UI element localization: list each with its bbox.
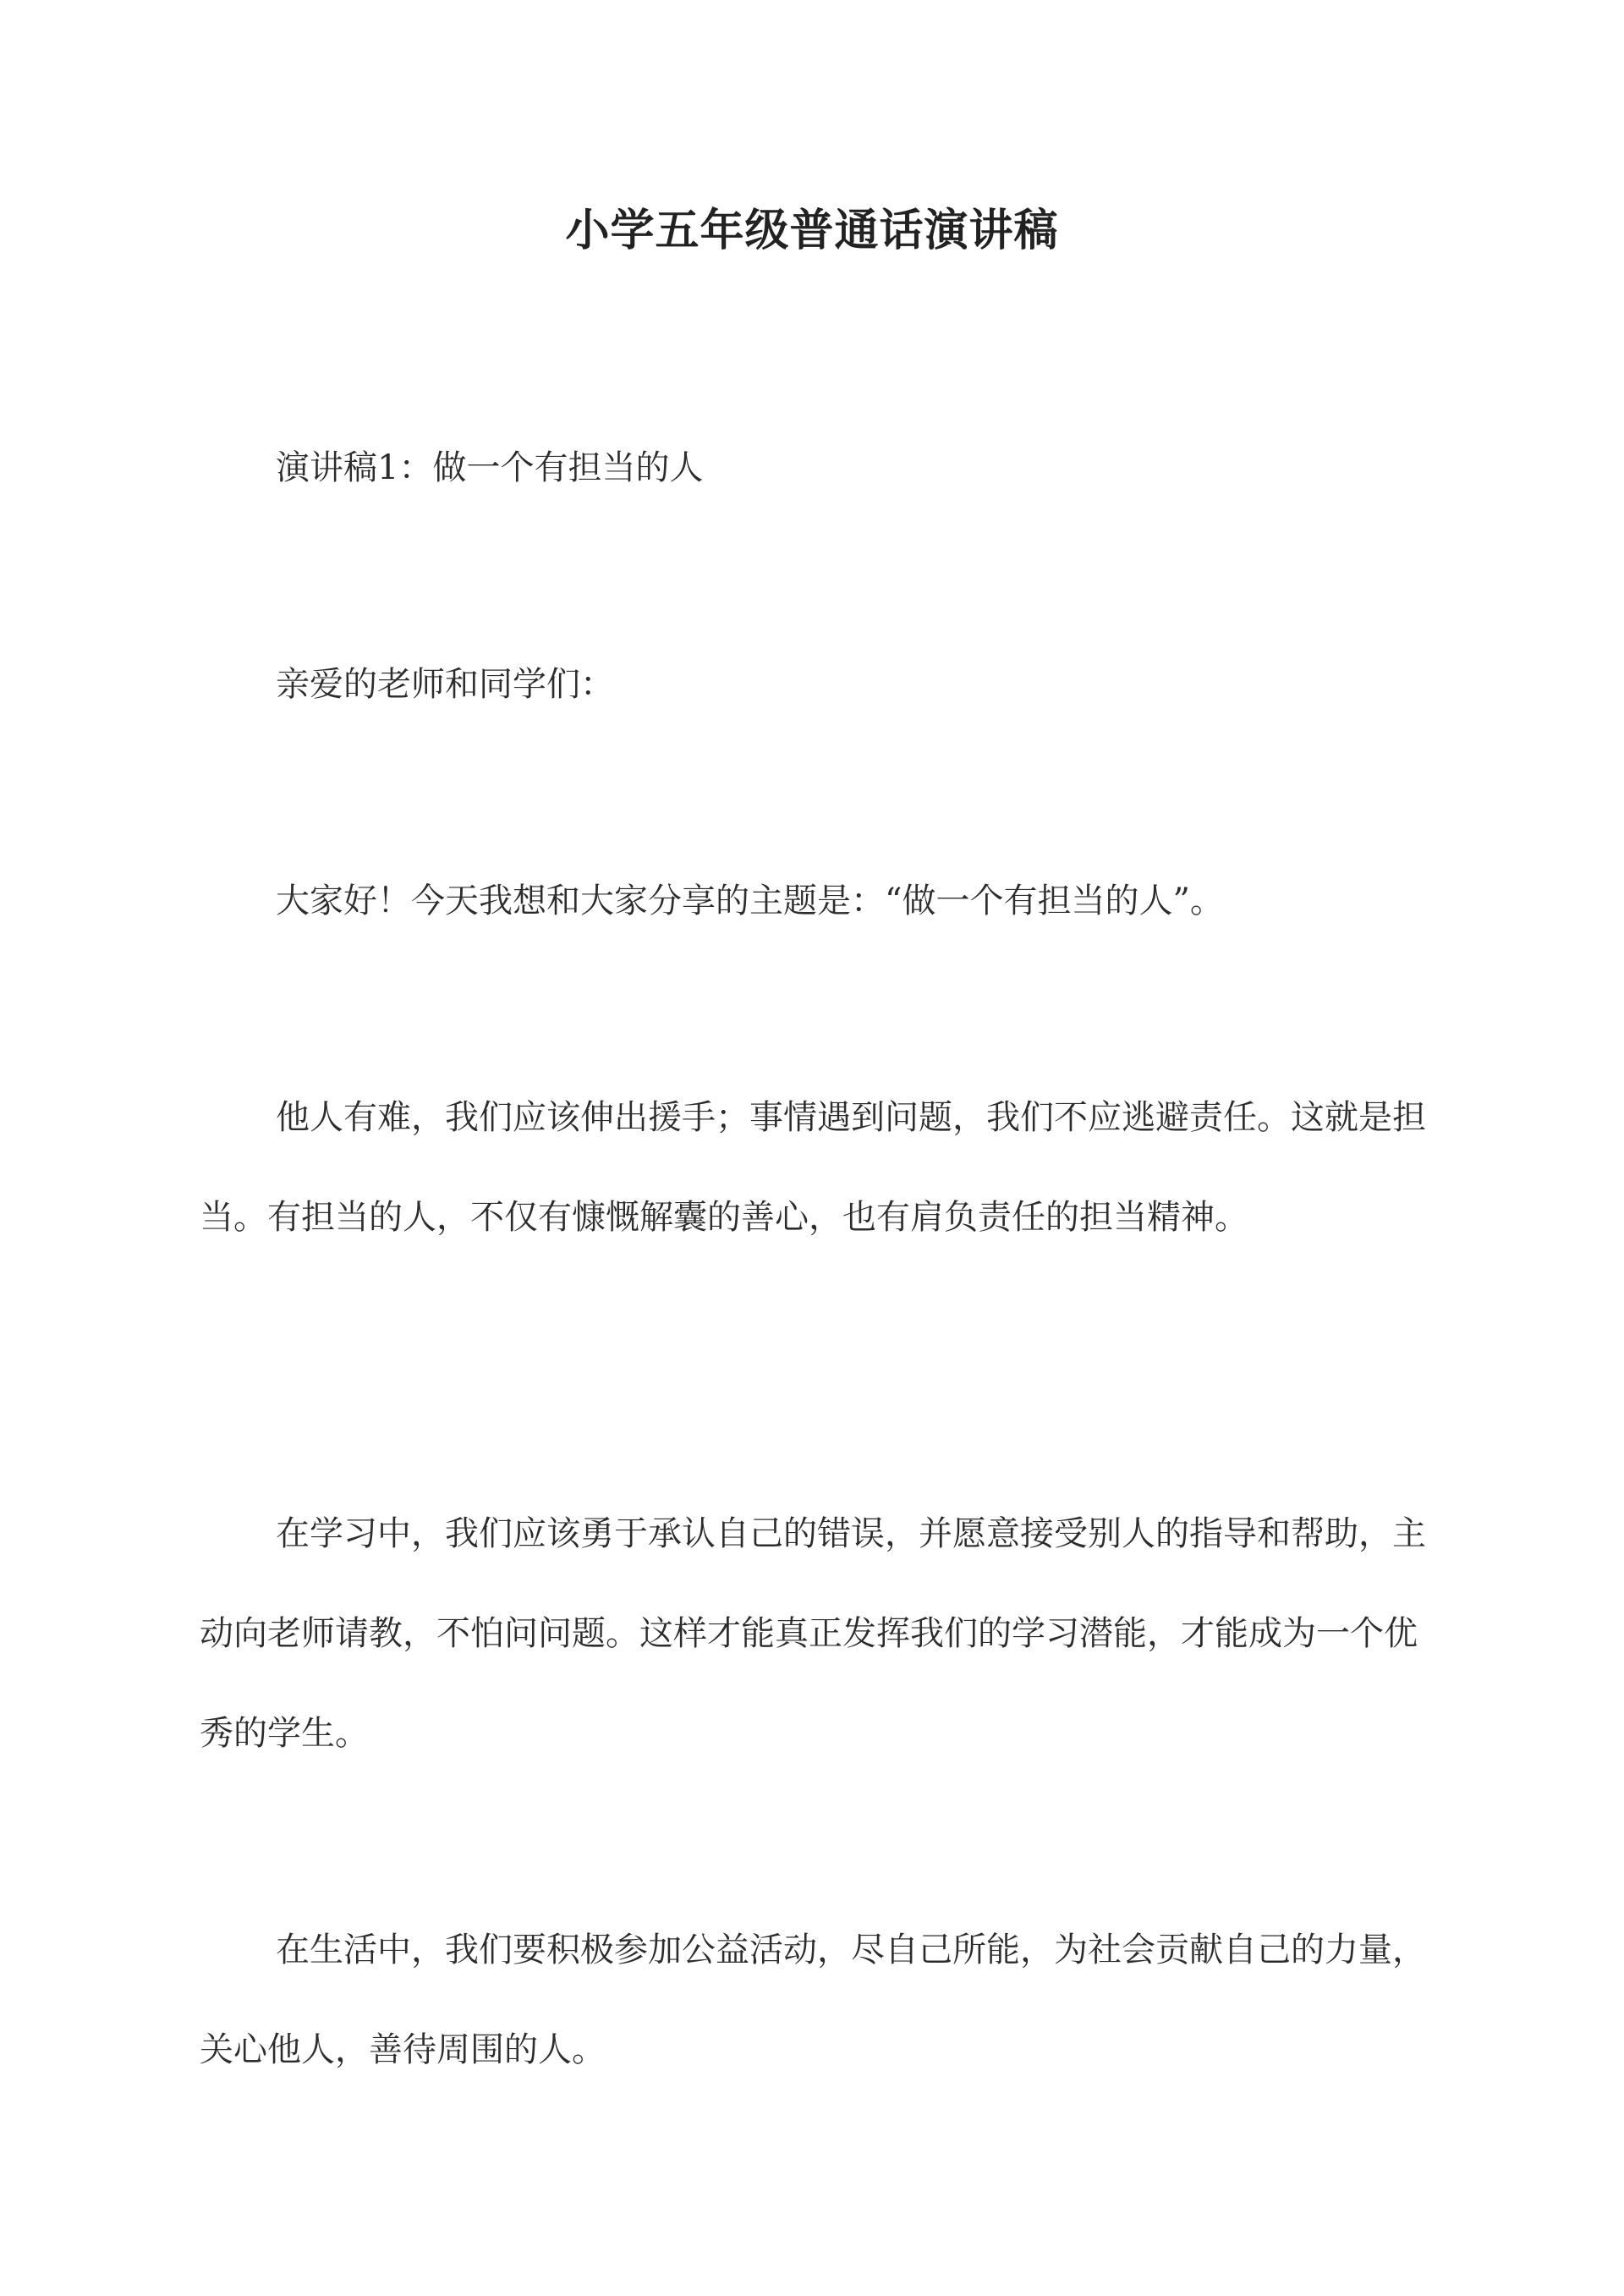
greeting: 亲爱的老师和同学们：: [276, 665, 614, 704]
speech-heading: 演讲稿1：做一个有担当的人: [276, 448, 704, 487]
body-paragraph: 他人有难，我们应该伸出援手；事情遇到问题，我们不应逃避责任。这就是担当。有担当的人，不仅有慷慨解囊的善心，也有肩负责任的担当精神。: [200, 1098, 1426, 1237]
document-title: 小学五年级普通话演讲稿: [565, 205, 1059, 256]
body-paragraph: 在生活中，我们要积极参加公益活动，尽自己所能，为社会贡献自己的力量，关心他人，善待周围的人。: [200, 1931, 1426, 2069]
body-paragraph: 在学习中，我们应该勇于承认自己的错误，并愿意接受别人的指导和帮助，主动向老师请教，不怕问问题。这样才能真正发挥我们的学习潜能，才能成为一个优秀的学生。: [200, 1514, 1426, 1753]
intro-paragraph: 大家好！今天我想和大家分享的主题是：“做一个有担当的人”。: [276, 882, 1224, 920]
